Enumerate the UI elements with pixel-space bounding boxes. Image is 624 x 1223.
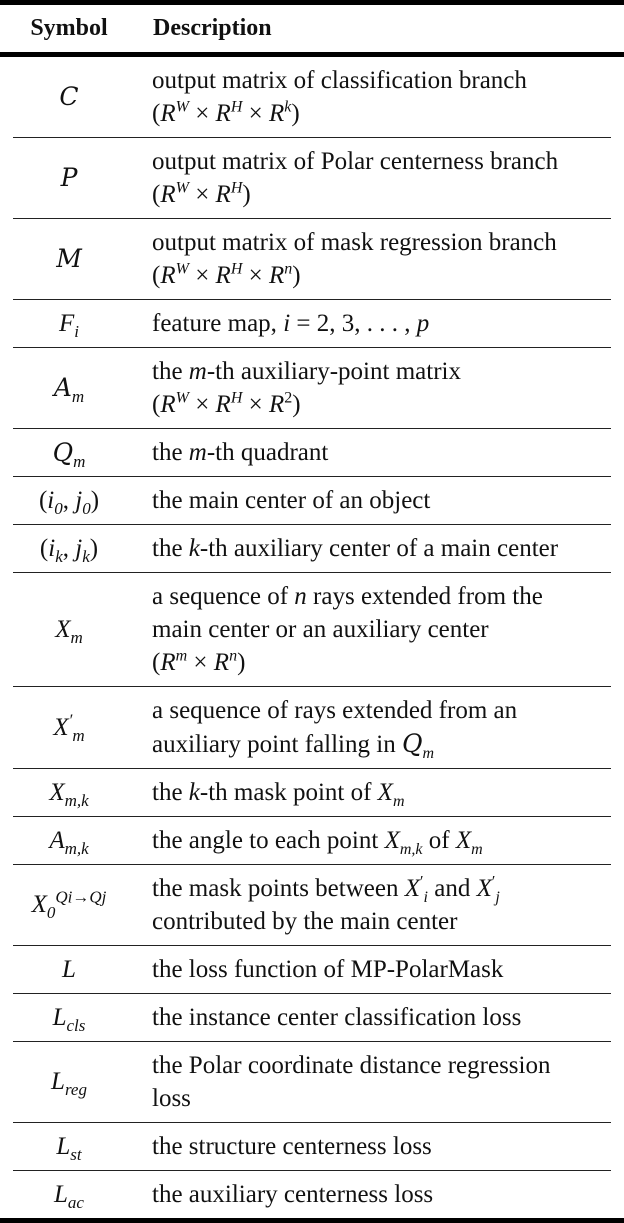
math-segment: j <box>75 486 83 514</box>
description-line <box>152 226 611 259</box>
math-segment: m <box>188 439 207 466</box>
math-segment: H <box>230 98 243 116</box>
symbol-cell <box>13 244 125 274</box>
math-segment: rays extended from the <box>306 583 543 610</box>
symbol-cell <box>13 437 125 471</box>
table-row <box>13 300 611 348</box>
math-segment: i <box>48 534 56 562</box>
math-segment: -th mask point of <box>199 779 378 806</box>
math-segment: m,k <box>399 841 423 858</box>
description-line <box>152 694 611 727</box>
description-line <box>152 872 611 905</box>
math-segment: ) <box>291 100 300 127</box>
math-segment: ( <box>39 534 49 562</box>
math-segment: L <box>62 955 76 983</box>
table-row <box>13 865 611 946</box>
math-segment: × <box>188 262 216 289</box>
table-row <box>13 1042 611 1123</box>
math-segment: R <box>215 262 231 289</box>
math-segment: R <box>215 391 231 418</box>
description-cell <box>125 436 611 469</box>
description-cell <box>125 64 611 130</box>
math-segment: n <box>229 647 238 665</box>
table-row <box>13 525 611 573</box>
math-segment: Qi→Qj <box>55 887 107 907</box>
math-segment: m <box>471 841 483 858</box>
math-segment: 2 <box>284 389 293 407</box>
math-segment: the Polar coordinate distance regression <box>152 1052 551 1079</box>
symbol-cell <box>13 1068 125 1099</box>
description-cell <box>125 355 611 421</box>
math-segment: i <box>423 889 428 906</box>
math-segment: -th auxiliary center of a main center <box>199 535 559 562</box>
table-row <box>13 348 611 429</box>
description-cell <box>125 307 611 340</box>
math-segment: k <box>284 98 292 116</box>
description-cell <box>125 872 611 938</box>
math-segment: ( <box>152 262 161 289</box>
math-segment: × <box>242 391 269 418</box>
table-header <box>0 5 624 52</box>
description-cell <box>125 824 611 857</box>
description-line <box>152 1049 611 1082</box>
math-segment: 0 <box>46 903 56 922</box>
symbol-cell <box>13 826 125 858</box>
description-cell <box>125 776 611 809</box>
math-segment: n <box>294 583 307 610</box>
math-segment: the main center of an object <box>152 487 431 514</box>
description-cell <box>125 580 611 679</box>
symbol-cell <box>13 309 125 341</box>
description-line <box>152 484 611 517</box>
math-segment: W <box>175 98 189 116</box>
math-segment: the angle to each point <box>152 827 385 854</box>
description-line <box>152 355 611 388</box>
math-segment: P <box>60 163 78 192</box>
symbol-cell <box>13 710 125 745</box>
math-segment: X <box>55 615 71 643</box>
math-segment: × <box>188 181 216 208</box>
math-segment: L <box>51 1068 65 1095</box>
description-cell <box>125 694 611 761</box>
math-segment: the auxiliary centerness loss <box>152 1181 434 1208</box>
math-segment: ) <box>237 649 246 676</box>
math-segment: R <box>160 262 176 289</box>
description-line <box>152 64 611 97</box>
description-line <box>152 178 611 211</box>
symbol-cell <box>13 1003 125 1035</box>
math-segment: W <box>175 260 189 278</box>
math-segment: , <box>62 486 76 514</box>
table-row <box>13 994 611 1042</box>
table-row <box>13 429 611 477</box>
description-line <box>152 613 611 646</box>
math-segment: m,k <box>64 790 89 810</box>
math-segment: output matrix of classification branch <box>152 67 527 94</box>
math-segment: n <box>284 260 293 278</box>
symbol-cell <box>13 1132 125 1164</box>
description-line <box>152 388 611 421</box>
description-cell <box>125 1130 611 1163</box>
description-line <box>152 145 611 178</box>
math-segment: A <box>49 826 65 854</box>
header-symbol: Symbol <box>30 15 108 41</box>
description-line <box>152 1082 611 1115</box>
description-line <box>152 1178 611 1211</box>
math-segment: the mask points between <box>152 875 405 902</box>
math-segment: i <box>74 321 79 341</box>
description-line <box>152 532 611 565</box>
math-segment: the instance center classification loss <box>152 1004 522 1031</box>
math-segment: m <box>72 725 85 745</box>
math-segment: i <box>283 310 291 337</box>
math-segment: of <box>422 827 456 854</box>
math-segment: j <box>75 534 83 562</box>
math-segment: W <box>175 389 189 407</box>
math-segment: auxiliary point falling in <box>152 731 402 758</box>
math-segment: R <box>269 391 285 418</box>
math-segment: R <box>160 100 176 127</box>
table-row <box>13 138 611 219</box>
math-segment: a sequence of <box>152 583 295 610</box>
math-segment: i <box>47 486 55 514</box>
math-segment: F <box>58 309 75 337</box>
math-segment: the loss function of MP-PolarMask <box>152 956 504 983</box>
math-segment: k <box>188 779 200 806</box>
symbol-cell <box>13 163 125 193</box>
math-segment: k <box>82 546 90 566</box>
math-segment: R <box>160 181 176 208</box>
bottom-rule <box>0 1218 624 1223</box>
math-segment: contributed by the main center <box>152 908 458 935</box>
math-segment: ) <box>242 181 251 208</box>
table-body <box>0 57 624 1218</box>
table-row <box>13 477 611 525</box>
math-segment: L <box>56 1132 71 1160</box>
description-line <box>152 580 611 613</box>
math-segment: m <box>175 647 188 665</box>
symbol-cell <box>13 1180 125 1212</box>
description-line <box>152 905 611 938</box>
math-segment: -th auxiliary-point matrix <box>206 358 461 385</box>
symbol-cell <box>13 778 125 810</box>
math-segment: m <box>71 387 85 406</box>
math-segment: R <box>215 100 231 127</box>
table-row <box>13 219 611 300</box>
math-segment: p <box>416 310 430 337</box>
math-segment: R <box>160 391 176 418</box>
symbol-cell <box>13 887 125 922</box>
math-segment: the <box>152 439 189 466</box>
math-segment: ( <box>152 649 161 676</box>
math-segment: A <box>53 373 72 402</box>
math-segment: k <box>188 535 200 562</box>
math-segment: R <box>213 649 230 676</box>
math-segment: the <box>152 779 189 806</box>
description-line <box>152 776 611 809</box>
table-row <box>13 57 611 138</box>
math-segment: = 2, 3, . . . , <box>290 310 417 337</box>
description-line <box>152 97 611 130</box>
math-segment: main center or an auxiliary center <box>152 616 489 643</box>
description-line <box>152 307 611 340</box>
math-segment: C <box>59 82 79 111</box>
math-segment: output matrix of mask regression branch <box>152 229 557 256</box>
math-segment: × <box>242 262 269 289</box>
math-segment: R <box>269 100 285 127</box>
math-segment: H <box>230 389 243 407</box>
math-segment: X <box>476 875 492 902</box>
math-segment: R <box>160 649 176 676</box>
math-segment: Q <box>401 729 423 758</box>
description-line <box>152 953 611 986</box>
math-segment: output matrix of Polar centerness branch <box>152 148 559 175</box>
description-cell <box>125 484 611 517</box>
description-line <box>152 436 611 469</box>
description-line <box>152 646 611 679</box>
math-segment: H <box>230 179 243 197</box>
math-segment: ) <box>292 262 301 289</box>
math-segment: R <box>269 262 285 289</box>
description-cell <box>125 953 611 986</box>
table-row <box>13 946 611 994</box>
description-cell <box>125 145 611 211</box>
math-segment: X <box>49 778 65 806</box>
math-segment: ( <box>152 100 161 127</box>
math-segment: X <box>377 779 393 806</box>
description-cell <box>125 226 611 292</box>
description-cell <box>125 1178 611 1211</box>
math-segment: ) <box>90 486 100 514</box>
table-row <box>13 1171 611 1218</box>
math-segment: ′ <box>491 873 496 891</box>
math-segment: X <box>384 827 400 854</box>
description-cell <box>125 532 611 565</box>
math-segment: m <box>70 627 83 647</box>
math-segment: the <box>152 358 189 385</box>
symbol-cell <box>13 615 125 647</box>
symbol-cell <box>13 82 125 112</box>
math-segment: ′ <box>68 710 73 730</box>
math-segment: m <box>73 451 86 471</box>
table-row <box>13 1123 611 1171</box>
math-segment: ( <box>38 486 48 514</box>
math-segment: 0 <box>54 498 63 518</box>
header-description: Description <box>153 15 272 41</box>
math-segment: the structure centerness loss <box>152 1133 432 1160</box>
math-segment: × <box>187 649 214 676</box>
math-segment: ) <box>89 534 99 562</box>
math-segment: ) <box>292 391 301 418</box>
math-segment: k <box>55 546 63 566</box>
description-line <box>152 1130 611 1163</box>
table-row <box>13 769 611 817</box>
math-segment: X <box>31 891 47 918</box>
math-segment: m,k <box>64 838 89 858</box>
description-line <box>152 824 611 857</box>
math-segment: X <box>53 713 69 741</box>
math-segment: L <box>54 1180 68 1208</box>
math-segment: W <box>175 179 189 197</box>
math-segment: m <box>392 793 405 810</box>
symbol-cell <box>13 956 125 984</box>
math-segment: st <box>70 1144 82 1164</box>
math-segment: ( <box>152 391 161 418</box>
symbol-cell <box>13 534 125 566</box>
math-segment: m <box>422 745 435 762</box>
math-segment: the <box>152 535 189 562</box>
description-line <box>152 259 611 292</box>
description-cell <box>125 1049 611 1115</box>
description-cell <box>125 1001 611 1034</box>
math-segment: × <box>188 100 216 127</box>
math-segment: M <box>56 244 82 273</box>
table-row <box>13 817 611 865</box>
math-segment: H <box>230 260 243 278</box>
math-segment: -th quadrant <box>206 439 329 466</box>
math-segment: ( <box>152 181 161 208</box>
math-segment: reg <box>64 1080 87 1099</box>
math-segment: R <box>215 181 231 208</box>
math-segment: ac <box>67 1192 84 1212</box>
math-segment: 0 <box>82 498 91 518</box>
math-segment: × <box>188 391 216 418</box>
math-segment: Q <box>52 437 74 467</box>
math-segment: and <box>427 875 477 902</box>
math-segment: m <box>188 358 207 385</box>
math-segment: feature map, <box>152 310 284 337</box>
math-segment: j <box>495 889 500 906</box>
math-segment: × <box>242 100 269 127</box>
description-line <box>152 1001 611 1034</box>
table-row <box>13 573 611 687</box>
math-segment: cls <box>66 1015 86 1035</box>
math-segment: loss <box>152 1085 191 1112</box>
math-segment: , <box>62 534 76 562</box>
symbol-cell <box>13 486 125 518</box>
table-row <box>13 687 611 769</box>
math-segment: L <box>52 1003 67 1031</box>
math-segment: X <box>455 827 472 854</box>
math-segment: ′ <box>420 873 424 891</box>
math-segment: a sequence of rays extended from an <box>152 697 518 724</box>
math-segment: X <box>404 875 421 902</box>
symbol-cell <box>13 373 125 406</box>
description-line <box>152 727 611 761</box>
